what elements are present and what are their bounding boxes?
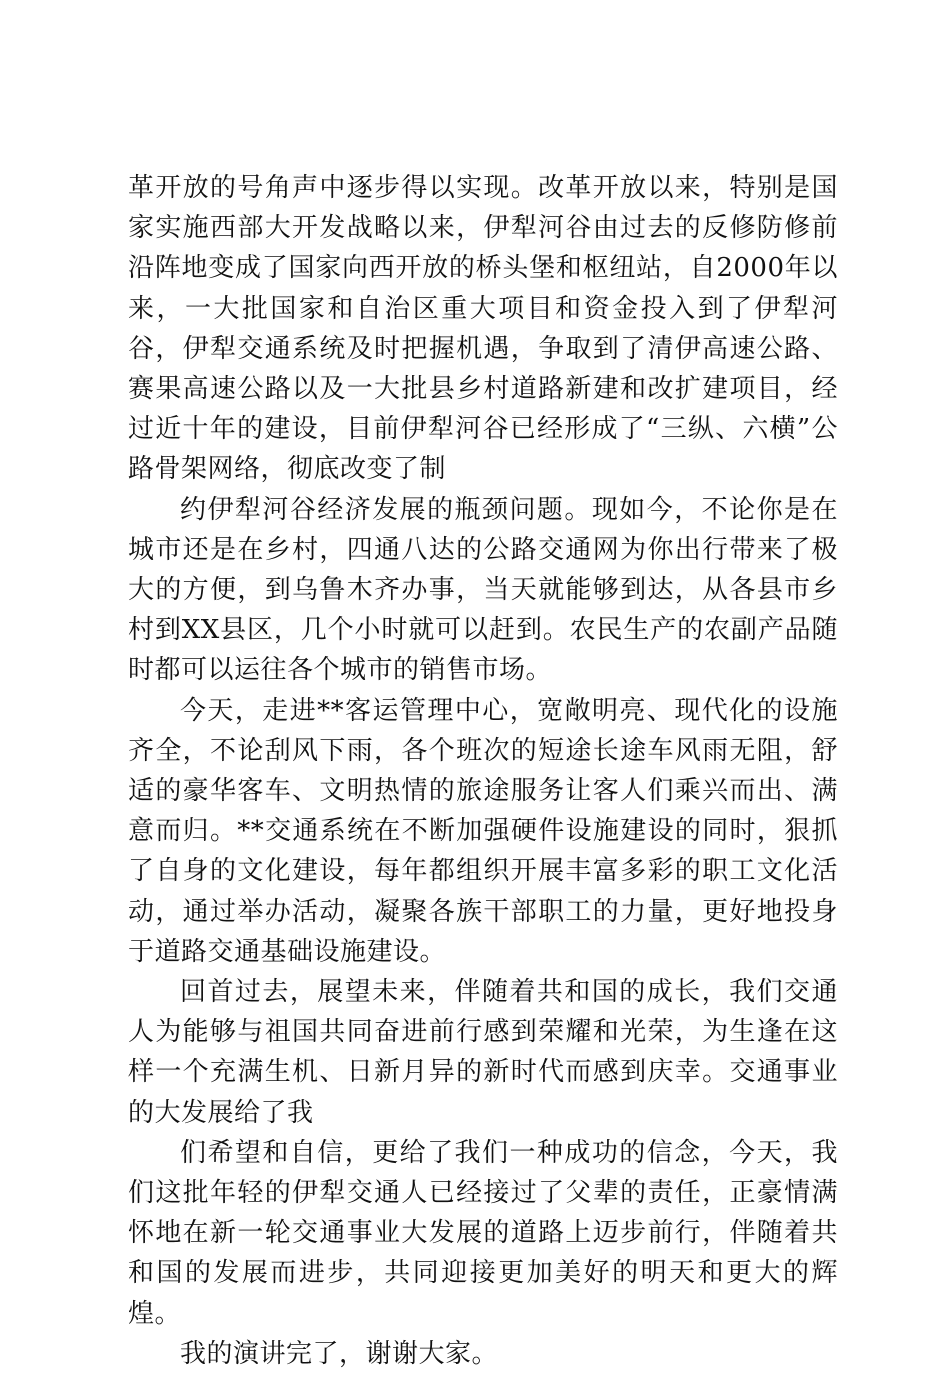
paragraph-4: 回首过去，展望未来，伴随着共和国的成长，我们交通人为能够与祖国共同奋进前行感到荣耀和光荣，为生逢在这样一个充满生机、日新月异的新时代而感到庆幸。交通事业的大发展给了我: [128, 977, 838, 1128]
paragraph-5: 们希望和自信，更给了我们一种成功的信念，今天，我们这批年轻的伊犁交通人已经接过了父辈的责任，正豪情满怀地在新一轮交通事业大发展的道路上迈步前行，伴随着共和国的发展而进步，共同迎接更加美好的明天和更大的辉煌。: [128, 1137, 838, 1329]
paragraph-2: 约伊犁河谷经济发展的瓶颈问题。现如今，不论你是在城市还是在乡村，四通八达的公路交通网为你出行带来了极大的方便，到乌鲁木齐办事，当天就能够到达，从各县市乡村到XX县区，几个小时就可以赶到。农民生产的农副产品随时都可以运往各个城市的销售市场。: [128, 494, 838, 686]
paragraph-6: 我的演讲完了，谢谢大家。: [180, 1338, 499, 1369]
body-text: [128, 168, 838, 1374]
paragraph-1: 革开放的号角声中逐步得以实现。改革开放以来，特别是国家实施西部大开发战略以来，伊犁河谷由过去的反修防修前沿阵地变成了国家向西开放的桥头堡和枢纽站，自2000年以来，一大批国家和自治区重大项目和资金投入到了伊犁河谷，伊犁交通系统及时把握机遇，争取到了清伊高速公路、赛果高速公路以及一大批县乡村道路新建和改扩建项目，经过近十年的建设，目前伊犁河谷已经形成了“三纵、六横”公路骨架网络，彻底改变了制: [128, 173, 838, 485]
paragraph-3: 今天，走进**客运管理中心，宽敞明亮、现代化的设施齐全，不论刮风下雨，各个班次的短途长途车风雨无阻，舒适的豪华客车、文明热情的旅途服务让客人们乘兴而出、满意而归。**交通系统在不断加强硬件设施建设的同时，狠抓了自身的文化建设，每年都组织开展丰富多彩的职工文化活动，通过举办活动，凝聚各族干部职工的力量，更好地投身于道路交通基础设施建设。: [128, 695, 838, 967]
